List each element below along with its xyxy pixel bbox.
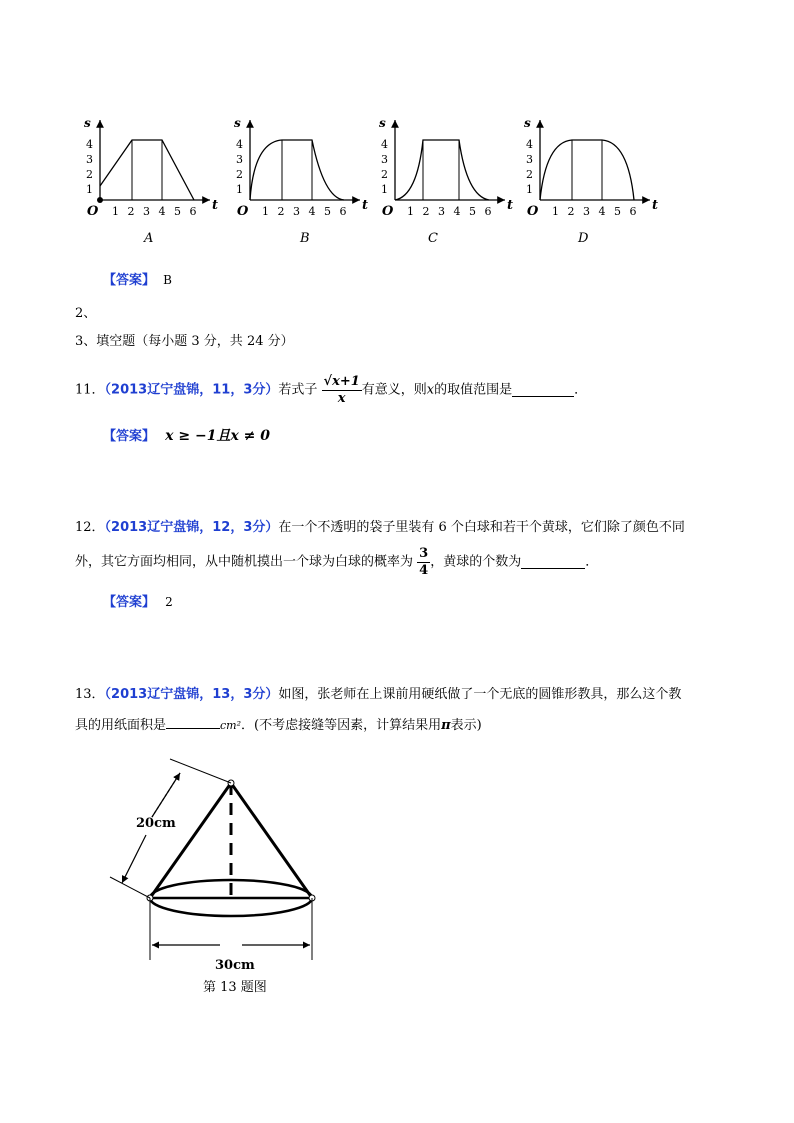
y-tick-label: 3 (236, 153, 243, 166)
q12-number: 12． (75, 520, 105, 535)
q11-post: 的取值范围是 (434, 382, 513, 398)
graph-d (540, 120, 650, 200)
x-tick-label: 1 (112, 205, 119, 218)
y-tick-label: 4 (86, 138, 93, 151)
q11-source: （2013辽宁盘锦，11，3分） (104, 382, 279, 398)
axis-t-label: t (507, 198, 514, 213)
graph-c (395, 120, 505, 200)
diameter-label: 30cm (215, 958, 255, 973)
item-2: 2、 (75, 306, 97, 321)
q11-fraction-numerator: √x+1 (323, 374, 360, 389)
axis-s-label: s (379, 116, 386, 130)
q10-answer: B (163, 273, 172, 287)
graph-a (97, 120, 210, 203)
question-11 (75, 374, 587, 410)
y-tick-label: 4 (526, 138, 533, 151)
q13-line2-end: 表示) (450, 718, 482, 733)
x-tick-label: 6 (484, 205, 492, 218)
origin-label: O (237, 204, 249, 219)
section-3-heading: 3、填空题（每小题 3 分，共 24 分） (75, 334, 294, 349)
y-tick-label: 1 (86, 183, 93, 196)
q12-fraction-numerator: 3 (419, 546, 429, 561)
q13-unit: cm² (220, 719, 242, 732)
q12-end: ． (585, 554, 599, 570)
q13-line1: 如图，张老师在上课前用硬纸做了一个无底的圆锥形教具，那么这个教 (278, 687, 682, 702)
axis-s-label: s (84, 116, 91, 130)
q13-pi: π (441, 718, 451, 733)
y-tick-label: 2 (236, 168, 243, 181)
x-tick-label: 4 (453, 205, 461, 218)
y-tick-label: 2 (381, 168, 388, 181)
q11-pre: 若式子 (278, 382, 318, 398)
graph-label-d: D (578, 231, 589, 246)
distance-time-graphs (70, 110, 670, 250)
origin-label: O (87, 204, 99, 219)
axis-t-label: t (362, 198, 369, 213)
y-tick-label: 2 (526, 168, 533, 181)
q12-source: （2013辽宁盘锦，12，3分） (104, 520, 279, 535)
question-13-line-2 (75, 716, 482, 734)
axis-s-label: s (524, 116, 531, 130)
origin-label: O (527, 204, 539, 219)
q12-line2-pre: 外，其它方面均相同，从中随机摸出一个球为白球的概率为 (75, 554, 414, 570)
q13-line2-post: ．(不考虑接缝等因素，计算结果用 (241, 718, 442, 733)
answer-tag: 【答案】 (103, 273, 156, 288)
y-tick-label: 1 (381, 183, 388, 196)
y-tick-label: 3 (381, 153, 388, 166)
x-tick-label: 3 (583, 205, 590, 218)
y-tick-label: 1 (236, 183, 243, 196)
x-tick-label: 5 (324, 205, 331, 218)
q11-end: ． (574, 382, 588, 398)
q11-fraction (322, 374, 362, 407)
q12-line1: 在一个不透明的袋子里装有 6 个白球和若干个黄球，它们除了颜色不同 (278, 520, 685, 535)
x-tick-label: 2 (567, 205, 575, 218)
question-12-line-1 (75, 520, 685, 536)
x-tick-label: 4 (598, 205, 606, 218)
y-tick-label: 1 (526, 183, 533, 196)
q11-answer: x ≥ −1且x ≠ 0 (165, 428, 271, 444)
q11-answer-line (103, 428, 270, 445)
x-tick-label: 3 (438, 205, 445, 218)
figure-caption: 第 13 题图 (203, 980, 267, 995)
q12-answer: 2 (165, 595, 173, 609)
q12-fraction-denominator: 4 (419, 563, 429, 578)
x-tick-label: 1 (552, 205, 559, 218)
q10-answer-line (103, 272, 172, 289)
x-tick-label: 3 (293, 205, 300, 218)
slant-height-label: 20cm (136, 816, 176, 831)
x-tick-label: 5 (614, 205, 621, 218)
axis-s-label: s (234, 116, 241, 130)
x-tick-label: 2 (422, 205, 430, 218)
cone-figure (100, 755, 340, 995)
axis-t-label: t (212, 198, 219, 213)
answer-tag: 【答案】 (103, 595, 156, 610)
graph-label-c: C (428, 231, 438, 246)
x-tick-label: 3 (143, 205, 150, 218)
x-tick-label: 2 (277, 205, 285, 218)
q12-fraction (417, 546, 430, 579)
x-tick-label: 5 (174, 205, 181, 218)
question-13-line-1 (75, 687, 681, 703)
y-tick-label: 2 (86, 168, 93, 181)
answer-tag: 【答案】 (103, 429, 156, 444)
x-tick-label: 6 (189, 205, 197, 218)
x-tick-label: 5 (469, 205, 476, 218)
x-tick-label: 2 (127, 205, 135, 218)
q12-answer-line (103, 594, 173, 611)
q11-answer-blank[interactable] (512, 384, 574, 397)
x-tick-label: 4 (158, 205, 166, 218)
x-tick-label: 6 (629, 205, 637, 218)
graph-b (250, 120, 360, 200)
question-12-line-2 (75, 546, 598, 582)
q13-number: 13． (75, 687, 105, 702)
q11-mid: 有意义，则 (361, 382, 427, 398)
y-tick-label: 4 (381, 138, 388, 151)
q13-source: （2013辽宁盘锦，13，3分） (104, 687, 279, 702)
y-tick-label: 3 (86, 153, 93, 166)
q11-fraction-denominator: x (337, 391, 346, 406)
q13-line2-pre: 具的用纸面积是 (75, 718, 167, 733)
origin-label: O (382, 204, 394, 219)
q13-answer-blank[interactable] (166, 716, 220, 729)
q12-line2-post: ，黄球的个数为 (430, 554, 522, 570)
x-tick-label: 4 (308, 205, 316, 218)
q11-var: x (426, 382, 435, 398)
q11-number: 11． (75, 382, 105, 398)
y-tick-label: 3 (526, 153, 533, 166)
y-tick-label: 4 (236, 138, 243, 151)
q12-answer-blank[interactable] (521, 556, 585, 569)
graph-label-a: A (144, 231, 154, 246)
axis-t-label: t (652, 198, 659, 213)
x-tick-label: 1 (262, 205, 269, 218)
x-tick-label: 6 (339, 205, 347, 218)
x-tick-label: 1 (407, 205, 414, 218)
graph-label-b: B (300, 231, 310, 246)
